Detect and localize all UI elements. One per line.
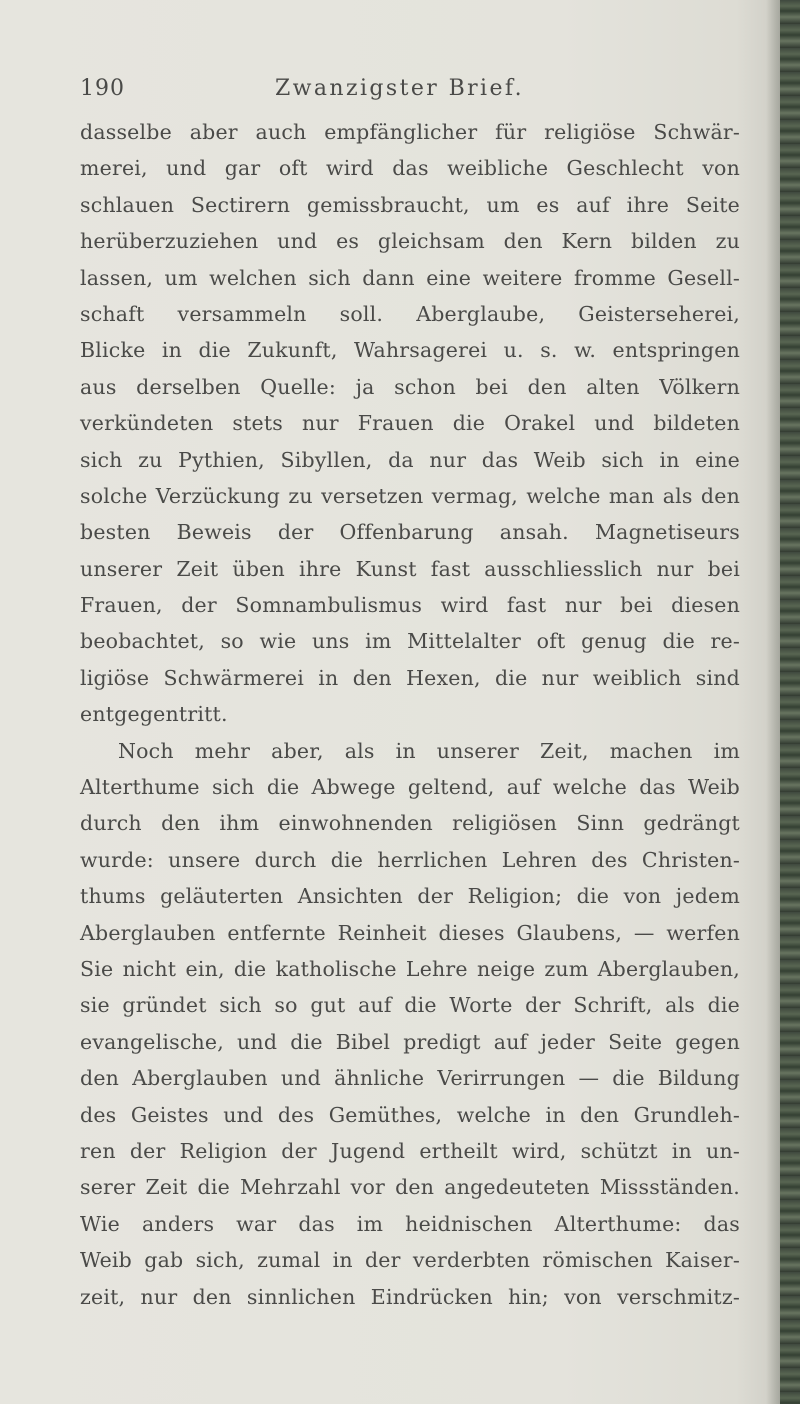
text-line: Noch mehr aber, als in unserer Zeit, machen im [118,738,740,763]
text-line: sie gründet sich so gut auf die Worte der Schrift, als die [80,993,740,1018]
running-title: Zwanzigster Brief. [275,76,525,101]
text-line: besten Beweis der Offenbarung ansah. Magnetiseurs [80,520,740,545]
text-line: zeit, nur den sinnlichen Eindrücken hin; von verschmitz- [80,1284,740,1309]
text-line: Wie anders war das im heidnischen Alterthume: das [80,1211,740,1236]
text-line: solche Verzückung zu versetzen vermag, welche man als den [80,483,740,508]
text-line: serer Zeit die Mehrzahl vor den angedeuteten Missständen. [80,1175,740,1200]
text-line: evangelische, und die Bibel predigt auf jeder Seite gegen [80,1029,740,1054]
body-text [80,114,740,1315]
text-line: unserer Zeit üben ihre Kunst fast ausschliesslich nur bei [80,556,740,581]
text-line: Alterthume sich die Abwege geltend, auf welche das Weib [80,775,740,800]
text-line: Sie nicht ein, die katholische Lehre neige zum Aberglauben, [80,956,740,981]
text-line: schlauen Sectirern gemissbraucht, um es auf ihre Seite [80,192,740,217]
page-header [80,76,740,106]
text-line: ren der Religion der Jugend ertheilt wird, schützt in un- [80,1138,740,1163]
book-edge-strip [780,0,800,1404]
text-line: beobachtet, so wie uns im Mittelalter oft genug die re- [80,629,740,654]
text-line: merei, und gar oft wird das weibliche Geschlecht von [80,156,740,181]
text-line: des Geistes und des Gemüthes, welche in den Grundleh- [80,1102,740,1127]
text-line: den Aberglauben und ähnliche Verirrungen — die Bildung [80,1066,740,1091]
text-line: thums geläuterten Ansichten der Religion; die von jedem [80,884,740,909]
text-line: herüberzuziehen und es gleichsam den Kern bilden zu [80,229,740,254]
text-line: verkündeten stets nur Frauen die Orakel und bildeten [80,411,740,436]
text-line: durch den ihm einwohnenden religiösen Sinn gedrängt [80,811,740,836]
text-line: wurde: unsere durch die herrlichen Lehren des Christen- [80,847,740,872]
text-line: entgegentritt. [80,702,228,727]
text-line: Frauen, der Somnambulismus wird fast nur bei diesen [80,593,740,618]
text-line: Aberglauben entfernte Reinheit dieses Glaubens, — werfen [80,920,740,945]
text-line: lassen, um welchen sich dann eine weitere fromme Gesell- [80,265,740,290]
text-line: ligiöse Schwärmerei in den Hexen, die nur weiblich sind [80,665,740,690]
page-edge-shadow [766,0,780,1404]
text-line: dasselbe aber auch empfänglicher für religiöse Schwär- [80,120,740,144]
text-line: Weib gab sich, zumal in der verderbten römischen Kaiser- [80,1248,740,1273]
text-line: aus derselben Quelle: ja schon bei den alten Völkern [80,374,740,399]
text-line: Blicke in die Zukunft, Wahrsagerei u. s. w. entspringen [80,338,740,363]
text-line: sich zu Pythien, Sibyllen, da nur das Weib sich in eine [80,447,740,472]
page-number: 190 [80,76,125,101]
text-line: schaft versammeln soll. Aberglaube, Geisterseherei, [80,301,740,326]
